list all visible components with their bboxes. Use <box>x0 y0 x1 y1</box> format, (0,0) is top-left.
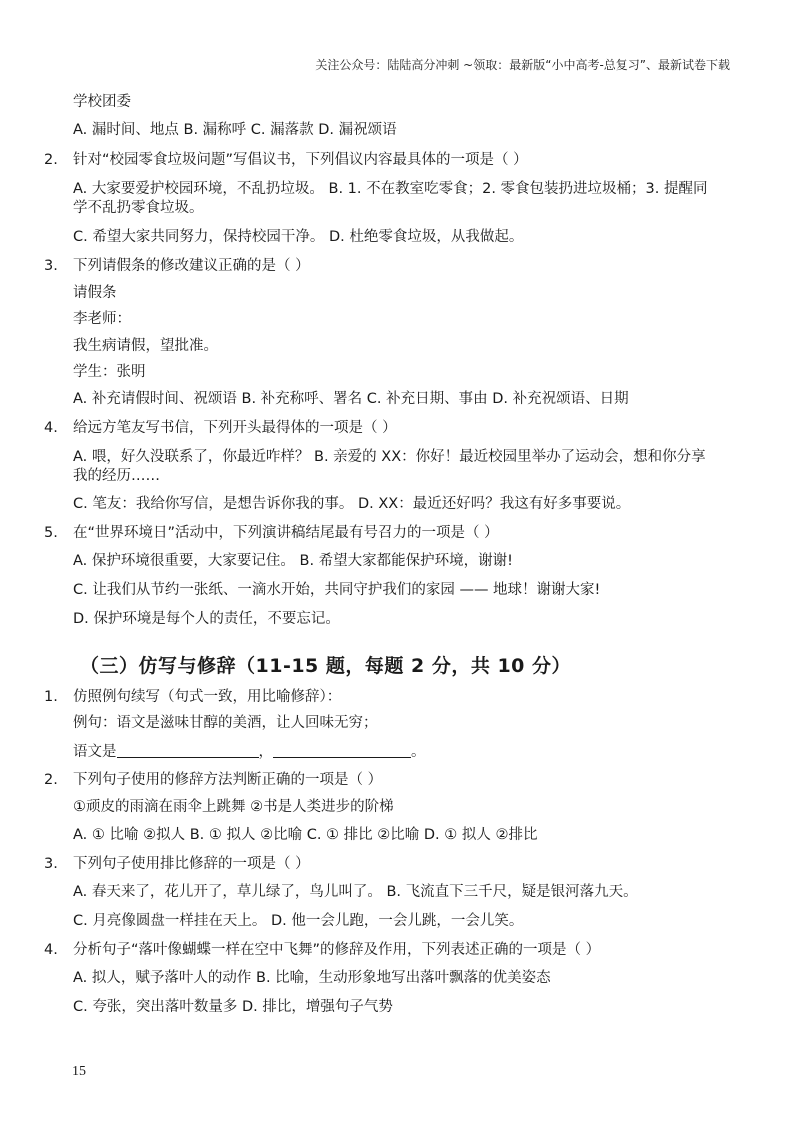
question-stem: 下列句子使用的修辞方法判断正确的一项是（ ） <box>73 772 383 788</box>
question-stem: 针对“校园零食垃圾问题”写倡议书，下列倡议内容最具体的一项是（ ） <box>73 152 528 168</box>
carryover-context: 学校团委 <box>73 94 131 110</box>
question-sentences: ①顽皮的雨滴在雨伞上跳舞 ②书是人类进步的阶梯 <box>73 799 394 815</box>
question-stem: 分析句子“落叶像蝴蝶一样在空中飞舞”的修辞及作用，下列表述正确的一项是（ ） <box>73 942 601 958</box>
answer-blank-1[interactable] <box>117 743 259 758</box>
question-option-line: C. 希望大家共同努力，保持校园干净。 D. 杜绝零食垃圾，从我做起。 <box>73 229 524 245</box>
question-option-line: C. 夸张，突出落叶数量多 D. 排比，增强句子气势 <box>73 999 393 1015</box>
section-title: （三）仿写与修辞（11-15 题，每题 2 分，共 10 分） <box>80 655 572 677</box>
question-number: 2. <box>44 772 58 788</box>
question-option-line: A. 春天来了，花儿开了，草儿绿了，鸟儿叫了。 B. 飞流直下三千尺，疑是银河落九天。 <box>73 884 638 900</box>
question-number: 4. <box>44 942 58 958</box>
question-number: 5. <box>44 525 58 541</box>
note-signature: 学生：张明 <box>73 364 146 380</box>
question-option-line: C. 月亮像圆盘一样挂在天上。 D. 他一会儿跑，一会儿跳，一会儿笑。 <box>73 913 524 929</box>
question-option-line: A. 补充请假时间、祝颂语 B. 补充称呼、署名 C. 补充日期、事由 D. 补充祝颂语、日期 <box>73 391 629 407</box>
question-stem: 在“世界环境日”活动中，下列演讲稿结尾最有号召力的一项是（ ） <box>73 525 499 541</box>
question-option-line: A. 保护环境很重要，大家要记住。 B. 希望大家都能保护环境，谢谢! <box>73 553 513 569</box>
question-option-line: 学不乱扔零食垃圾。 <box>73 200 204 216</box>
question-option-line: C. 让我们从节约一张纸、一滴水开始，共同守护我们的家园 —— 地球！谢谢大家! <box>73 582 601 598</box>
question-number: 3. <box>44 258 58 274</box>
question-option-line: A. 拟人，赋予落叶人的动作 B. 比喻，生动形象地写出落叶飘落的优美姿态 <box>73 970 551 986</box>
question-option-line: A. 大家要爱护校园环境，不乱扔垃圾。 B. 1. 不在教室吃零食；2. 零食包装扔进垃圾桶；3. 提醒同 <box>73 181 708 197</box>
question-option-line: A. ① 比喻 ②拟人 B. ① 拟人 ②比喻 C. ① 排比 ②比喻 D. ① 拟人 ②排比 <box>73 827 538 843</box>
answer-prefix: 语文是 <box>73 744 117 760</box>
question-stem: 下列请假条的修改建议正确的是（ ） <box>73 258 310 274</box>
question-option-line: 我的经历…… <box>73 468 160 484</box>
question-option-line: A. 喂，好久没联系了，你最近咋样？ B. 亲爱的 XX：你好！最近校园里举办了运动会，想和你分享 <box>73 449 706 465</box>
question-stem: 下列句子使用排比修辞的一项是（ ） <box>73 856 310 872</box>
question-stem: 仿照例句续写（句式一致，用比喻修辞）： <box>73 689 342 705</box>
fill-in-answer <box>73 743 426 761</box>
question-number: 3. <box>44 856 58 872</box>
page-number: 15 <box>72 1064 86 1079</box>
question-number: 1. <box>44 689 58 705</box>
answer-blank-2[interactable] <box>273 743 411 758</box>
question-number: 4. <box>44 420 58 436</box>
question-number: 2. <box>44 152 58 168</box>
question-stem: 给远方笔友写书信，下列开头最得体的一项是（ ） <box>73 420 397 436</box>
question-option-line: D. 保护环境是每个人的责任，不要忘记。 <box>73 611 340 627</box>
note-body: 我生病请假，望批准。 <box>73 338 218 354</box>
answer-end: 。 <box>411 744 426 760</box>
page-header: 关注公众号：陆陆高分冲刺 ~领取：最新版“小中高考-总复习”、最新试卷下载 <box>315 58 730 72</box>
note-title: 请假条 <box>73 285 117 301</box>
carryover-options: A. 漏时间、地点 B. 漏称呼 C. 漏落款 D. 漏祝颂语 <box>73 122 397 138</box>
answer-separator: ， <box>258 744 273 760</box>
example-sentence: 例句：语文是滋味甘醇的美酒，让人回味无穷； <box>73 715 378 731</box>
note-salutation: 李老师： <box>73 311 131 327</box>
question-option-line: C. 笔友：我给你写信，是想告诉你我的事。 D. XX：最近还好吗？我这有好多事要说。 <box>73 496 631 512</box>
